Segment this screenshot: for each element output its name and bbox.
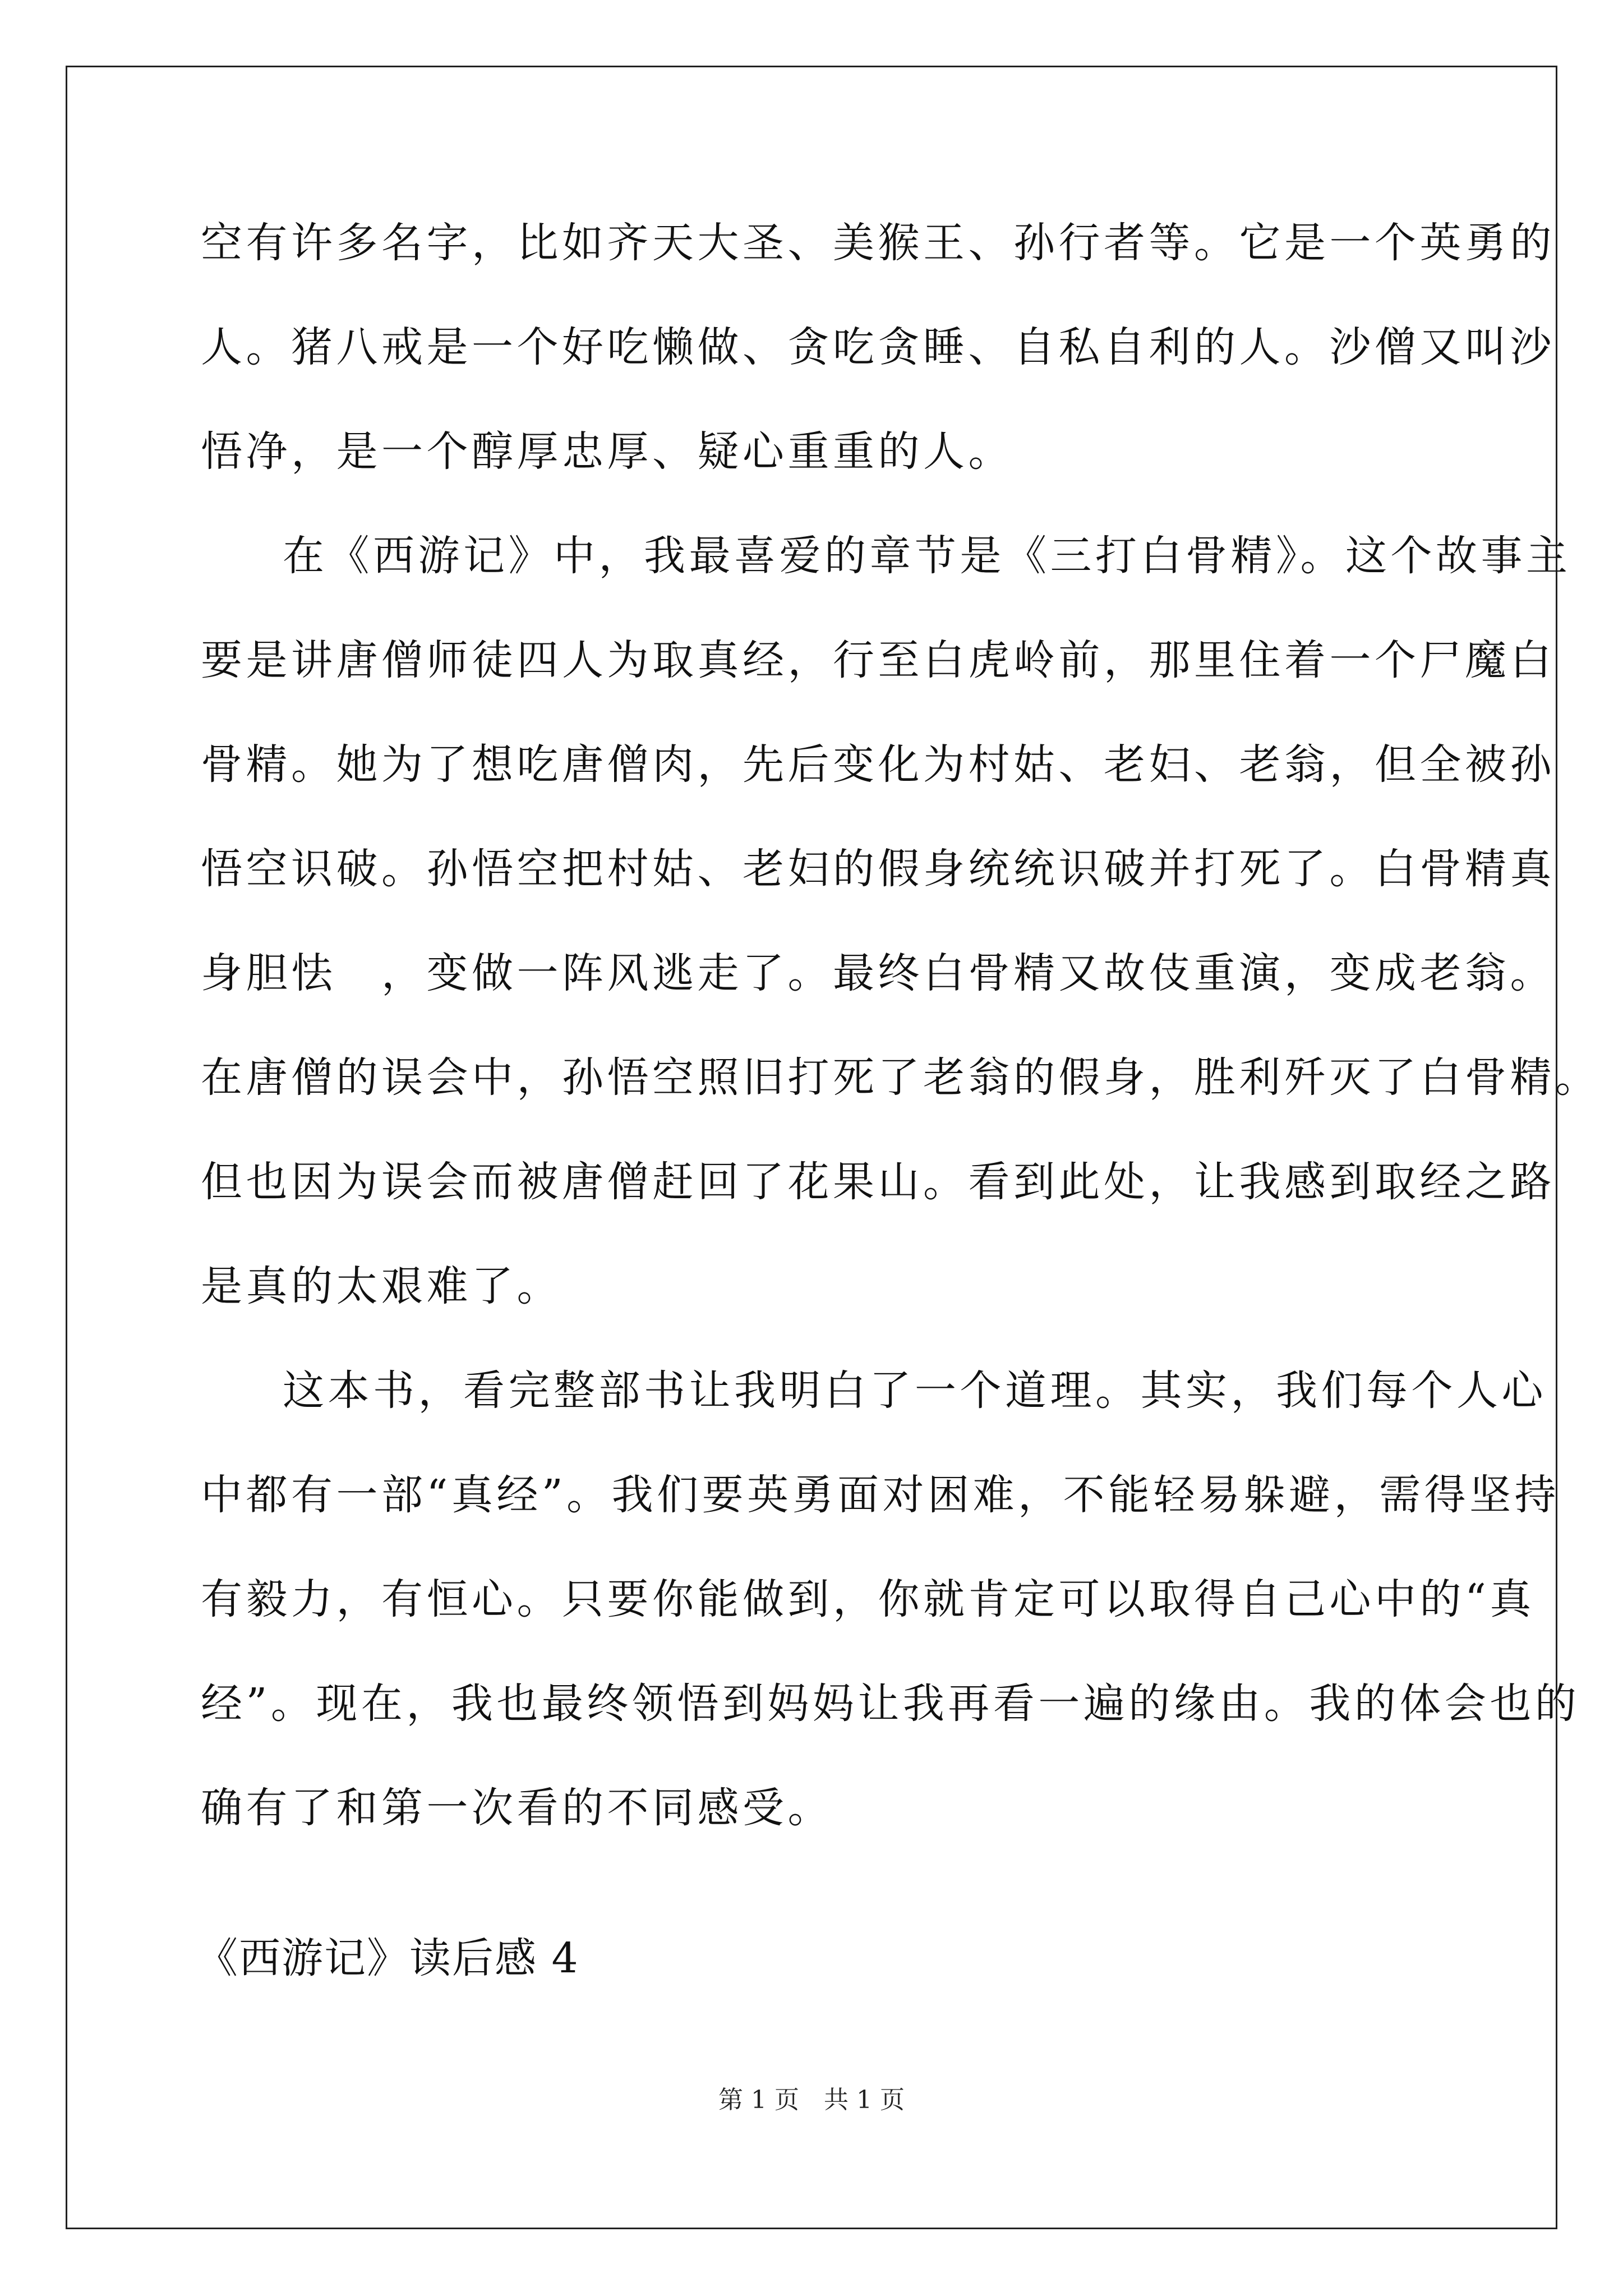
text-line: 中都有一部“真经”。我们要英勇面对困难，不能轻易躲避，需得坚持 <box>201 1471 1560 1519</box>
paragraph-start-line: 在《西游记》中，我最喜爱的章节是《三打白骨精》。这个故事主 <box>283 532 1571 580</box>
text-line: 要是讲唐僧师徒四人为取真经，行至白虎岭前，那里住着一个尸魔白 <box>201 636 1555 684</box>
page-number-footer: 第 1 页 共 1 页 <box>718 2086 905 2114</box>
text-line: 悟净，是一个醇厚忠厚、疑心重重的人。 <box>201 427 1013 476</box>
text-line: 但也因为误会而被唐僧赶回了花果山。看到此处，让我感到取经之路 <box>201 1158 1555 1206</box>
text-line: 空有许多名字，比如齐天大圣、美猴王、孙行者等。它是一个英勇的 <box>201 219 1555 267</box>
text-line: 身胆怯 ，变做一阵风逃走了。最终白骨精又故伎重演，变成老翁。 <box>201 949 1555 997</box>
text-line: 人。猪八戒是一个好吃懒做、贪吃贪睡、自私自利的人。沙僧又叫沙 <box>201 323 1555 371</box>
text-line: 确有了和第一次看的不同感受。 <box>201 1784 833 1832</box>
section-heading: 《西游记》读后感 4 <box>196 1934 579 1982</box>
text-line: 有毅力，有恒心。只要你能做到，你就肯定可以取得自己心中的“真 <box>201 1575 1535 1623</box>
text-line: 悟空识破。孙悟空把村姑、老妇的假身统统识破并打死了。白骨精真 <box>201 845 1555 893</box>
paragraph-start-line: 这本书，看完整部书让我明白了一个道理。其实，我们每个人心 <box>283 1366 1547 1415</box>
text-line: 是真的太艰难了。 <box>201 1262 562 1310</box>
page-frame <box>66 66 1557 2229</box>
text-line: 经”。现在，我也最终领悟到妈妈让我再看一遍的缘由。我的体会也的 <box>201 1680 1580 1728</box>
text-line: 在唐僧的误会中，孙悟空照旧打死了老翁的假身，胜利歼灭了白骨精。 <box>201 1053 1601 1102</box>
text-line: 骨精。她为了想吃唐僧肉，先后变化为村姑、老妇、老翁，但全被孙 <box>201 740 1555 789</box>
